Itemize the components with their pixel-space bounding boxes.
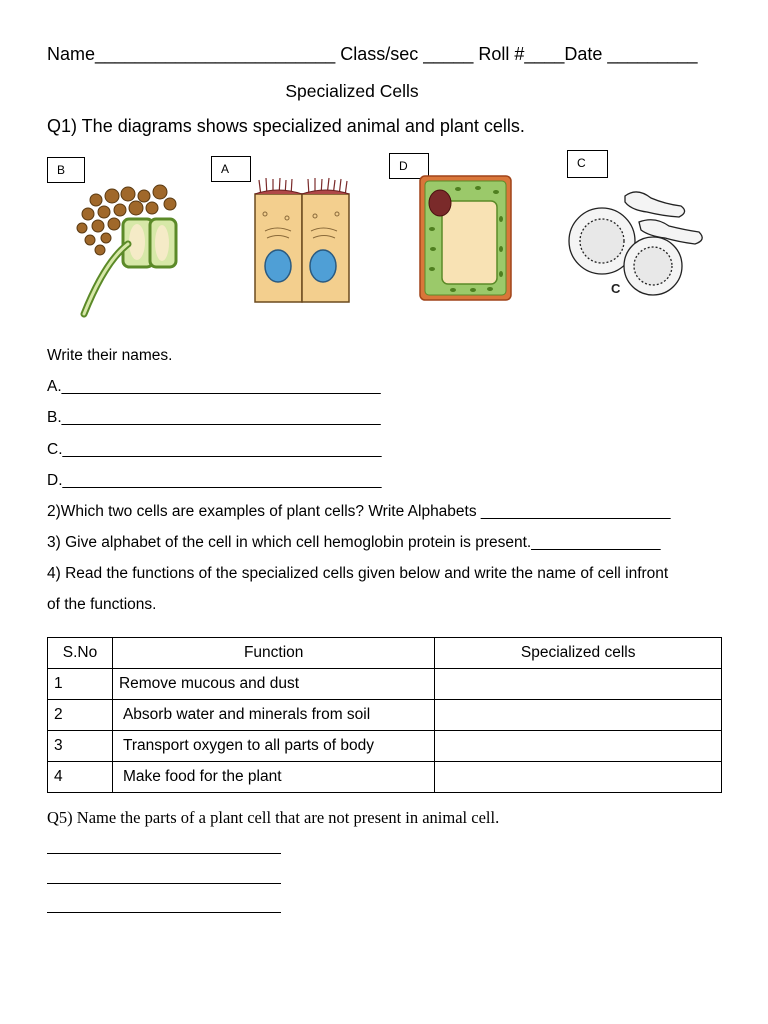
row-number: 2: [48, 700, 113, 731]
answer-line-c[interactable]: C._____________________________________: [47, 441, 382, 458]
row-number: 3: [48, 731, 113, 762]
row-number: 1: [48, 669, 113, 700]
column-header-sno: S.No: [48, 638, 113, 669]
red-blood-cell-diagram: [565, 184, 710, 299]
page-title: Specialized Cells: [285, 81, 419, 101]
table-row: [48, 669, 722, 700]
table-row: [48, 731, 722, 762]
answer-line-a[interactable]: A._____________________________________: [47, 378, 381, 395]
table-row: [48, 700, 722, 731]
question-1: Q1) The diagrams shows specialized animal and plant cells.: [47, 116, 525, 136]
functions-table: [47, 637, 722, 793]
column-header-specialized-cells: Specialized cells: [435, 638, 722, 669]
question-3: 3) Give alphabet of the cell in which cell hemoglobin protein is present._______________: [47, 534, 661, 551]
diagram-c-letter: C: [611, 281, 621, 296]
answer-line-d[interactable]: D._____________________________________: [47, 472, 382, 489]
question-5: Q5) Name the parts of a plant cell that are not present in animal cell.: [47, 808, 500, 827]
row-answer-cell[interactable]: [435, 762, 722, 793]
question-4-line-1: 4) Read the functions of the specialized cells given below and write the name of cell infront: [47, 565, 669, 582]
answer-line-b[interactable]: B._____________________________________: [47, 409, 381, 426]
table-row: [48, 762, 722, 793]
label-box-c: C: [567, 150, 608, 178]
row-answer-cell[interactable]: [435, 700, 722, 731]
row-number: 4: [48, 762, 113, 793]
root-hair-cell-diagram: [70, 184, 185, 319]
question-2: 2)Which two cells are examples of plant cells? Write Alphabets ______________________: [47, 503, 671, 520]
label-box-b: B: [47, 157, 85, 183]
table-header-row: [48, 638, 722, 669]
ciliated-cell-diagram: [253, 176, 358, 304]
row-function: Remove mucous and dust: [112, 669, 434, 700]
label-box-a: A: [211, 156, 251, 182]
label-box-d: D: [389, 153, 429, 179]
answer-blank-line[interactable]: [47, 883, 281, 884]
question-4-line-2: of the functions.: [47, 596, 157, 613]
row-answer-cell[interactable]: [435, 669, 722, 700]
row-answer-cell[interactable]: [435, 731, 722, 762]
column-header-function: Function: [112, 638, 434, 669]
header-line: Name________________________ Class/sec _____ Roll #____Date _________: [47, 44, 698, 64]
row-function: Absorb water and minerals from soil: [112, 700, 434, 731]
row-function: Transport oxygen to all parts of body: [112, 731, 434, 762]
answer-blank-line[interactable]: [47, 853, 281, 854]
answer-blank-line[interactable]: [47, 912, 281, 913]
write-names-instruction: Write their names.: [47, 347, 173, 364]
plant-cell-diagram: [418, 174, 513, 302]
row-function: Make food for the plant: [112, 762, 434, 793]
